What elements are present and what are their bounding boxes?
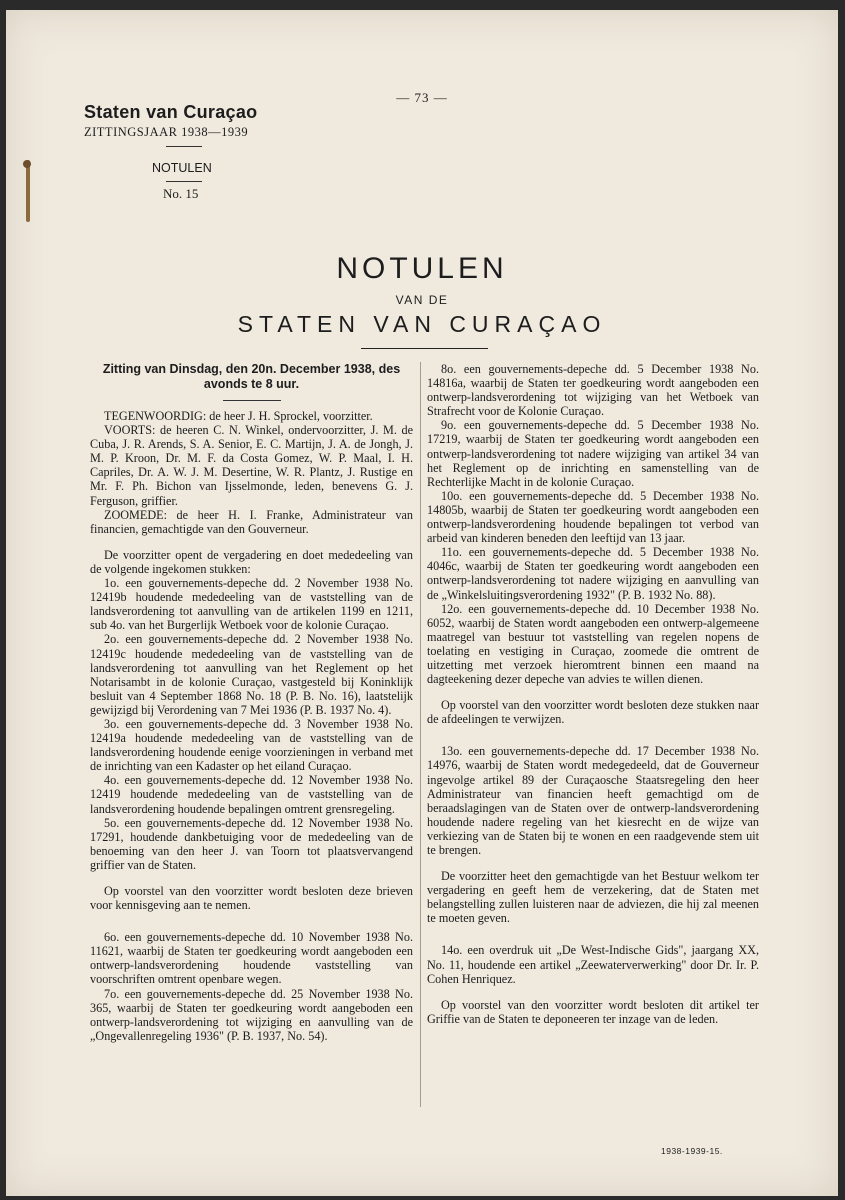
masthead-rule bbox=[166, 181, 202, 182]
right-column bbox=[427, 362, 759, 1026]
paragraph: VOORTS: de heeren C. N. Winkel, ondervoorzitter, J. M. de Cuba, J. R. Arends, S. A. Senior, E. C. Martijn, J. A. de Jongh, J. M. P. Kroon, Dr. M. F. da Costa Gomez, W. P. Maal, I. H. Capriles, Dr. A. W. J. M. Desertine, W. R. Plantz, J. Rustige en Mr. F. Ph. Bichon van Ijsselmonde, leden, benevens G. J. Ferguson, griffier. bbox=[90, 423, 413, 508]
main-subtitle: STATEN VAN CURAÇAO bbox=[237, 311, 607, 337]
paragraph: 13o. een gouvernements-depeche dd. 17 December 1938 No. 14976, waarbij de Staten wordt medegedeeld, dat de Gouverneur ingevolge artikel 89 der Curaçaosche Staatsregeling den heer Administrateur van financien heeft gemachtigd om de beraadslagingen van de Staten over de ontwerp-landsverordening houdende nadere regeling van het kiesrecht en de wijze van verkiezing van de Staten bij te wonen en een raadgevende stem uit te brengen. bbox=[427, 744, 759, 857]
left-column bbox=[90, 362, 413, 1043]
paragraph: 12o. een gouvernements-depeche dd. 10 December 1938 No. 6052, waarbij de Staten wordt aangeboden een ontwerp-algemeene maatregel van bestuur tot vaststelling van regelen nopens de toelating en vestiging in Curaçao, zoomede die omtrent de uitzetting met verzoek hieromtrent binnen een maand na dagteekening dezer depeche van advies te willen dienen. bbox=[427, 601, 759, 687]
paragraph: 2o. een gouvernements-depeche dd. 2 November 1938 No. 12419c houdende mededeeling van de vaststelling van de landsverordening tot aanvulling van het Reglement op het Notarisambt in de kolonie Curaçao, vastgesteld bij Koninklijk besluit van 4 September 1868 No. 18 (P. B. No. 16), laatstelijk gewijzigd bij Verordening van 7 Mei 1936 (P. B. 1937 No. 4). bbox=[90, 632, 413, 717]
paragraph: De voorzitter opent de vergadering en doet mededeeling van de volgende ingekomen stukken: bbox=[90, 547, 413, 576]
main-title-van-de: VAN DE bbox=[395, 293, 449, 307]
paragraph: 8o. een gouvernements-depeche dd. 5 December 1938 No. 14816a, waarbij de Staten ter goedkeuring wordt aangeboden een ontwerp-landsverordening tot wijziging van het Wetboek van Strafrecht voor de Kolonie Curaçao. bbox=[427, 362, 759, 419]
paragraph: 9o. een gouvernements-depeche dd. 5 December 1938 No. 17219, waarbij de Staten ter goedkeuring wordt aangeboden een ontwerp-landsverordening tot nadere wijziging van artikel 34 van het Reglement op de inrichting en samenstelling van de Rechterlijke Macht in de kolonie Curaçao. bbox=[427, 418, 759, 489]
paragraph: 6o. een gouvernements-depeche dd. 10 November 1938 No. 11621, waarbij de Staten ter goedkeuring wordt aangeboden een ontwerp-landsverordening houdende vaststelling van voorschriften omtrent openbare wegen. bbox=[90, 930, 413, 987]
footer-print-code: 1938-1939-15. bbox=[661, 1146, 723, 1156]
paragraph: 3o. een gouvernements-depeche dd. 3 November 1938 No. 12419a houdende mededeeling van de vaststelling van de landsverordening houdende eenige voorzieningen in verband met de inrichting van een Kadaster op het eiland Curaçao. bbox=[90, 716, 413, 774]
session-heading: Zitting van Dinsdag, den 20n. December 1938, des avonds te 8 uur. bbox=[102, 362, 401, 391]
paragraph: 10o. een gouvernements-depeche dd. 5 December 1938 No. 14805b, waarbij de Staten ter goedkeuring wordt aangeboden een ontwerp-landsverordening houdende bepalingen tot verbod van arbeid van kinderen beneden den leeftijd van 13 jaar. bbox=[427, 488, 759, 546]
masthead-rule bbox=[166, 146, 202, 147]
paragraph: 11o. een gouvernements-depeche dd. 5 December 1938 No. 4046c, waarbij de Staten ter goedkeuring wordt aangeboden een ontwerp-landsverordening tot nadere wijziging en aanvulling van de „Winkelsluitingsverordening 1932" (P. B. 1932 No. 88). bbox=[427, 545, 759, 602]
masthead-notulen: NOTULEN bbox=[152, 161, 212, 175]
paragraph: Op voorstel van den voorzitter wordt besloten dit artikel ter Griffie van de Staten te deponeeren ter inzage van de leden. bbox=[427, 997, 759, 1026]
masthead-session-year: ZITTINGSJAAR 1938—1939 bbox=[84, 125, 249, 139]
column-divider bbox=[420, 362, 421, 1107]
paragraph: 5o. een gouvernements-depeche dd. 12 November 1938 No. 17291, houdende dankbetuiging voor de mededeeling van de benoeming van den heer J. van Toorn tot plaatsvervangend griffier van de Staten. bbox=[90, 815, 413, 872]
title-rule bbox=[361, 348, 488, 349]
paragraph: 4o. een gouvernements-depeche dd. 12 November 1938 No. 12419 houdende mededeeling van de vaststelling van de landsverordening houdende bepalingen omtrent grensregeling. bbox=[90, 773, 413, 816]
masthead bbox=[84, 102, 284, 202]
paragraph: 7o. een gouvernements-depeche dd. 25 November 1938 No. 365, waarbij de Staten ter goedkeuring wordt aangeboden een ontwerp-landsverordening tot wijziging en aanvulling van de „Ongevallenregeling 1936" (P. B. 1937, No. 54). bbox=[90, 986, 413, 1043]
main-title: NOTULEN bbox=[336, 252, 508, 285]
document-page bbox=[6, 10, 838, 1196]
masthead-title: Staten van Curaçao bbox=[84, 102, 258, 122]
paragraph: 1o. een gouvernements-depeche dd. 2 November 1938 No. 12419b houdende mededeeling van de vaststelling van de landsverordening tot aanvulling van de artikelen 1199 en 1211, sub 4o. van het Burgerlijk Wetboek voor de kolonie Curaçao. bbox=[90, 576, 413, 633]
heading-rule bbox=[223, 400, 281, 401]
binding-staple bbox=[26, 160, 30, 222]
paragraph: TEGENWOORDIG: de heer J. H. Sprockel, voorzitter. bbox=[104, 409, 373, 423]
paragraph: 14o. een overdruk uit „De West-Indische Gids", jaargang XX, No. 11, houdende een artikel „Zeewaterverwerking" door Dr. Ir. P. Cohen Henriquez. bbox=[427, 943, 759, 986]
page-number: — 73 — bbox=[396, 90, 448, 105]
paragraph: Op voorstel van den voorzitter wordt besloten deze brieven voor kennisgeving aan te nemen. bbox=[90, 884, 413, 913]
paragraph: ZOOMEDE: de heer H. I. Franke, Administrateur van financien, gemachtigde van den Gouverneur. bbox=[90, 507, 413, 536]
binding-rivet bbox=[23, 160, 31, 168]
masthead-issue-number: No. 15 bbox=[163, 186, 199, 201]
paragraph: Op voorstel van den voorzitter wordt besloten deze stukken naar de afdeelingen te verwijzen. bbox=[427, 698, 759, 727]
paragraph: De voorzitter heet den gemachtigde van het Bestuur welkom ter vergadering en geeft hem de verzekering, dat de Staten met belangstelling zullen luisteren naar de adviezen, die hij zal meenen te moeten geven. bbox=[427, 869, 759, 926]
